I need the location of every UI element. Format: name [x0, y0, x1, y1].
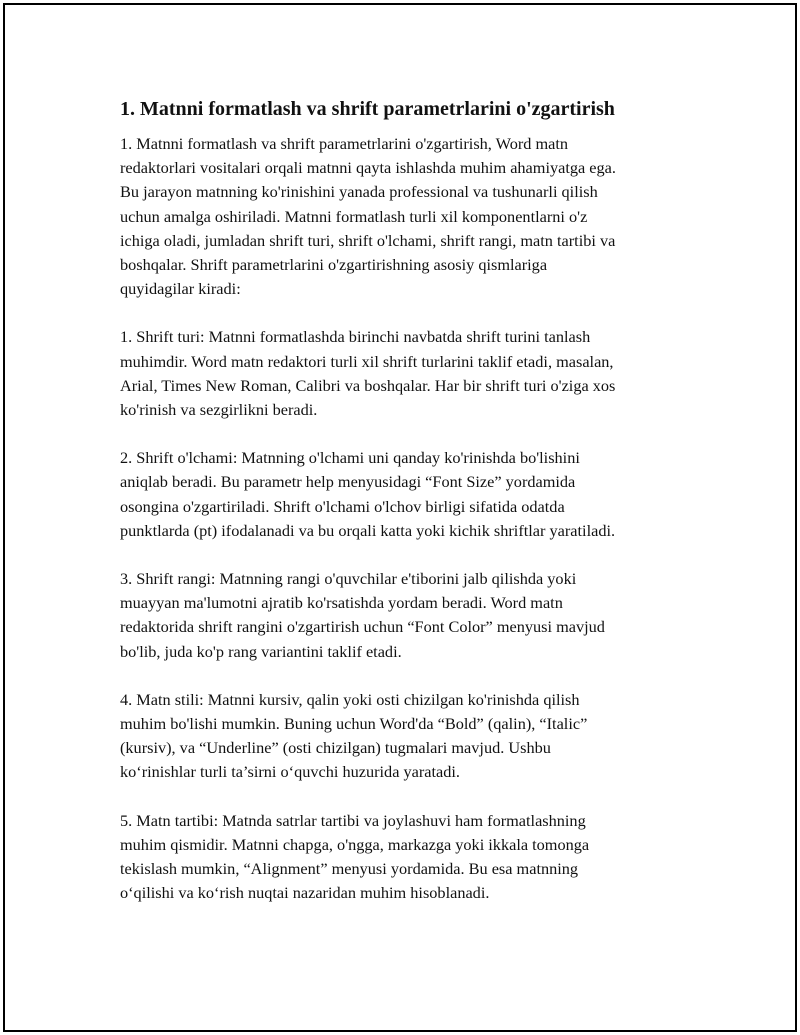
- text-line: redaktorida shrift rangini o'zgartirish uchun “Font Color” menyusi mavjud: [120, 617, 605, 637]
- text-line: redaktorlari vositalari orqali matnni qayta ishlashda muhim ahamiyatga ega.: [120, 158, 616, 178]
- document-page: [3, 3, 797, 1032]
- paragraph: [120, 688, 700, 785]
- paragraph: [120, 132, 700, 301]
- document-body: [120, 96, 700, 929]
- text-line: 4. Matn stili: Matnni kursiv, qalin yoki osti chizilgan ko'rinishda qilish: [120, 689, 580, 709]
- paragraph: [120, 809, 700, 906]
- text-line: osongina o'zgartiriladi. Shrift o'lchami o'lchov birligi sifatida odatda: [120, 496, 565, 516]
- text-line: aniqlab beradi. Bu parametr help menyusidagi “Font Size” yordamida: [120, 472, 576, 492]
- paragraph: [120, 567, 700, 664]
- text-line: tekislash mumkin, “Alignment” menyusi yordamida. Bu esa matnning: [120, 859, 579, 879]
- text-line: bo'lib, juda ko'p rang variantini taklif etadi.: [120, 641, 402, 661]
- text-line: ko'rinish va sezgirlikni beradi.: [120, 400, 318, 420]
- paragraph: [120, 446, 700, 543]
- text-line: 3. Shrift rangi: Matnning rangi o'quvchilar e'tiborini jalb qilishda yoki: [120, 569, 577, 589]
- text-line: o‘qilishi va ko‘rish nuqtai nazaridan muhim hisoblanadi.: [120, 883, 490, 903]
- text-line: ichiga oladi, jumladan shrift turi, shrift o'lchami, shrift rangi, matn tartibi va: [120, 230, 616, 250]
- text-line: punktlarda (pt) ifodalanadi va bu orqali katta yoki kichik shriftlar yaratiladi.: [120, 520, 616, 540]
- text-line: boshqalar. Shrift parametrlarini o'zgartirishning asosiy qismlariga: [120, 255, 548, 275]
- text-line: Bu jarayon matnning ko'rinishini yanada professional va tushunarli qilish: [120, 182, 598, 202]
- document-title: 1. Matnni formatlash va shrift parametrlarini o'zgartirish: [120, 98, 615, 120]
- text-line: muhimdir. Word matn redaktori turli xil shrift turlarini taklif etadi, masalan,: [120, 351, 614, 371]
- text-line: (kursiv), va “Underline” (osti chizilgan) tugmalari mavjud. Ushbu: [120, 738, 551, 758]
- text-line: ko‘rinishlar turli ta’sirni o‘quvchi huzurida yaratadi.: [120, 762, 460, 782]
- text-line: muayyan ma'lumotni ajratib ko'rsatishda yordam beradi. Word matn: [120, 593, 563, 613]
- text-line: 5. Matn tartibi: Matnda satrlar tartibi va joylashuvi ham formatlashning: [120, 810, 586, 830]
- text-line: Arial, Times New Roman, Calibri va boshqalar. Har bir shrift turi o'ziga xos: [120, 375, 616, 395]
- text-line: quyidagilar kiradi:: [120, 279, 241, 299]
- text-line: muhim qismidir. Matnni chapga, o'ngga, markazga yoki ikkala tomonga: [120, 834, 590, 854]
- text-line: muhim bo'lishi mumkin. Buning uchun Word'da “Bold” (qalin), “Italic”: [120, 714, 588, 734]
- paragraph-list: [120, 132, 700, 905]
- text-line: 2. Shrift o'lchami: Matnning o'lchami uni qanday ko'rinishda bo'lishini: [120, 448, 580, 468]
- text-line: 1. Matnni formatlash va shrift parametrlarini o'zgartirish, Word matn: [120, 134, 569, 153]
- text-line: uchun amalga oshiriladi. Matnni formatlash turli xil komponentlarni o'z: [120, 206, 588, 226]
- text-line: 1. Shrift turi: Matnni formatlashda birinchi navbatda shrift turini tanlash: [120, 327, 591, 347]
- paragraph: [120, 325, 700, 422]
